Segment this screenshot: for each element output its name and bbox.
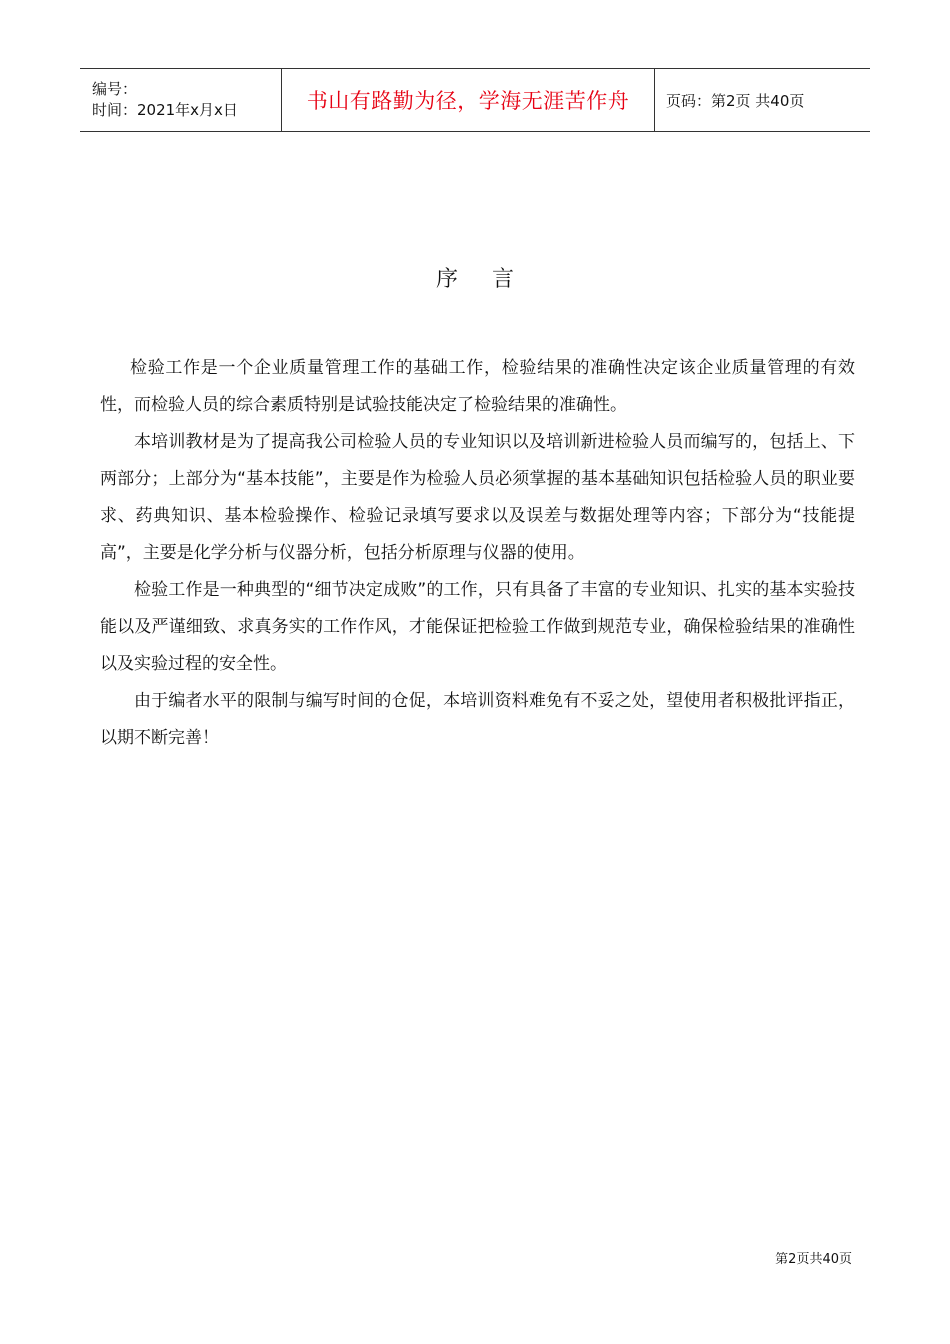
header-page-info — [655, 69, 870, 131]
header-table — [80, 68, 870, 132]
header-motto — [281, 69, 655, 131]
paragraph-2: 本培训教材是为了提高我公司检验人员的专业知识以及培训新进检验人员而编写的，包括上、下两部分；上部分为“基本技能”，主要是作为检验人员必须掌握的基本基础知识包括检验人员的职业要求、药典知识、基本检验操作、检验记录填写要求以及误差与数据处理等内容；下部分为“技能提高”，主要是化学分析与仪器分析，包括分析原理与仪器的使用。 — [100, 432, 855, 563]
paragraph-4: 由于编者水平的限制与编写时间的仓促，本培训资料难免有不妥之处，望使用者积极批评指正，以期不断完善！ — [100, 691, 855, 748]
header-page-number: 页码：第2页 共40页 — [666, 91, 805, 110]
paragraph-1: 检验工作是一个企业质量管理工作的基础工作，检验结果的准确性决定该企业质量管理的有效性，而检验人员的综合素质特别是试验技能决定了检验结果的准确性。 — [100, 358, 855, 415]
preface-body — [100, 350, 855, 757]
time-label: 时间：2021年x月x日 — [92, 101, 238, 119]
code-label: 编号： — [92, 80, 138, 98]
footer-page-number: 第2页共40页 — [775, 1252, 852, 1267]
paragraph-3: 检验工作是一种典型的“细节决定成败”的工作，只有具备了丰富的专业知识、扎实的基本实验技能以及严谨细致、求真务实的工作作风，才能保证把检验工作做到规范专业，确保检验结果的准确性以及实验过程的安全性。 — [100, 580, 855, 674]
page-title: 序言 — [435, 267, 548, 292]
header-meta — [80, 69, 281, 131]
motto-text: 书山有路勤为径，学海无涯苦作舟 — [306, 89, 630, 113]
